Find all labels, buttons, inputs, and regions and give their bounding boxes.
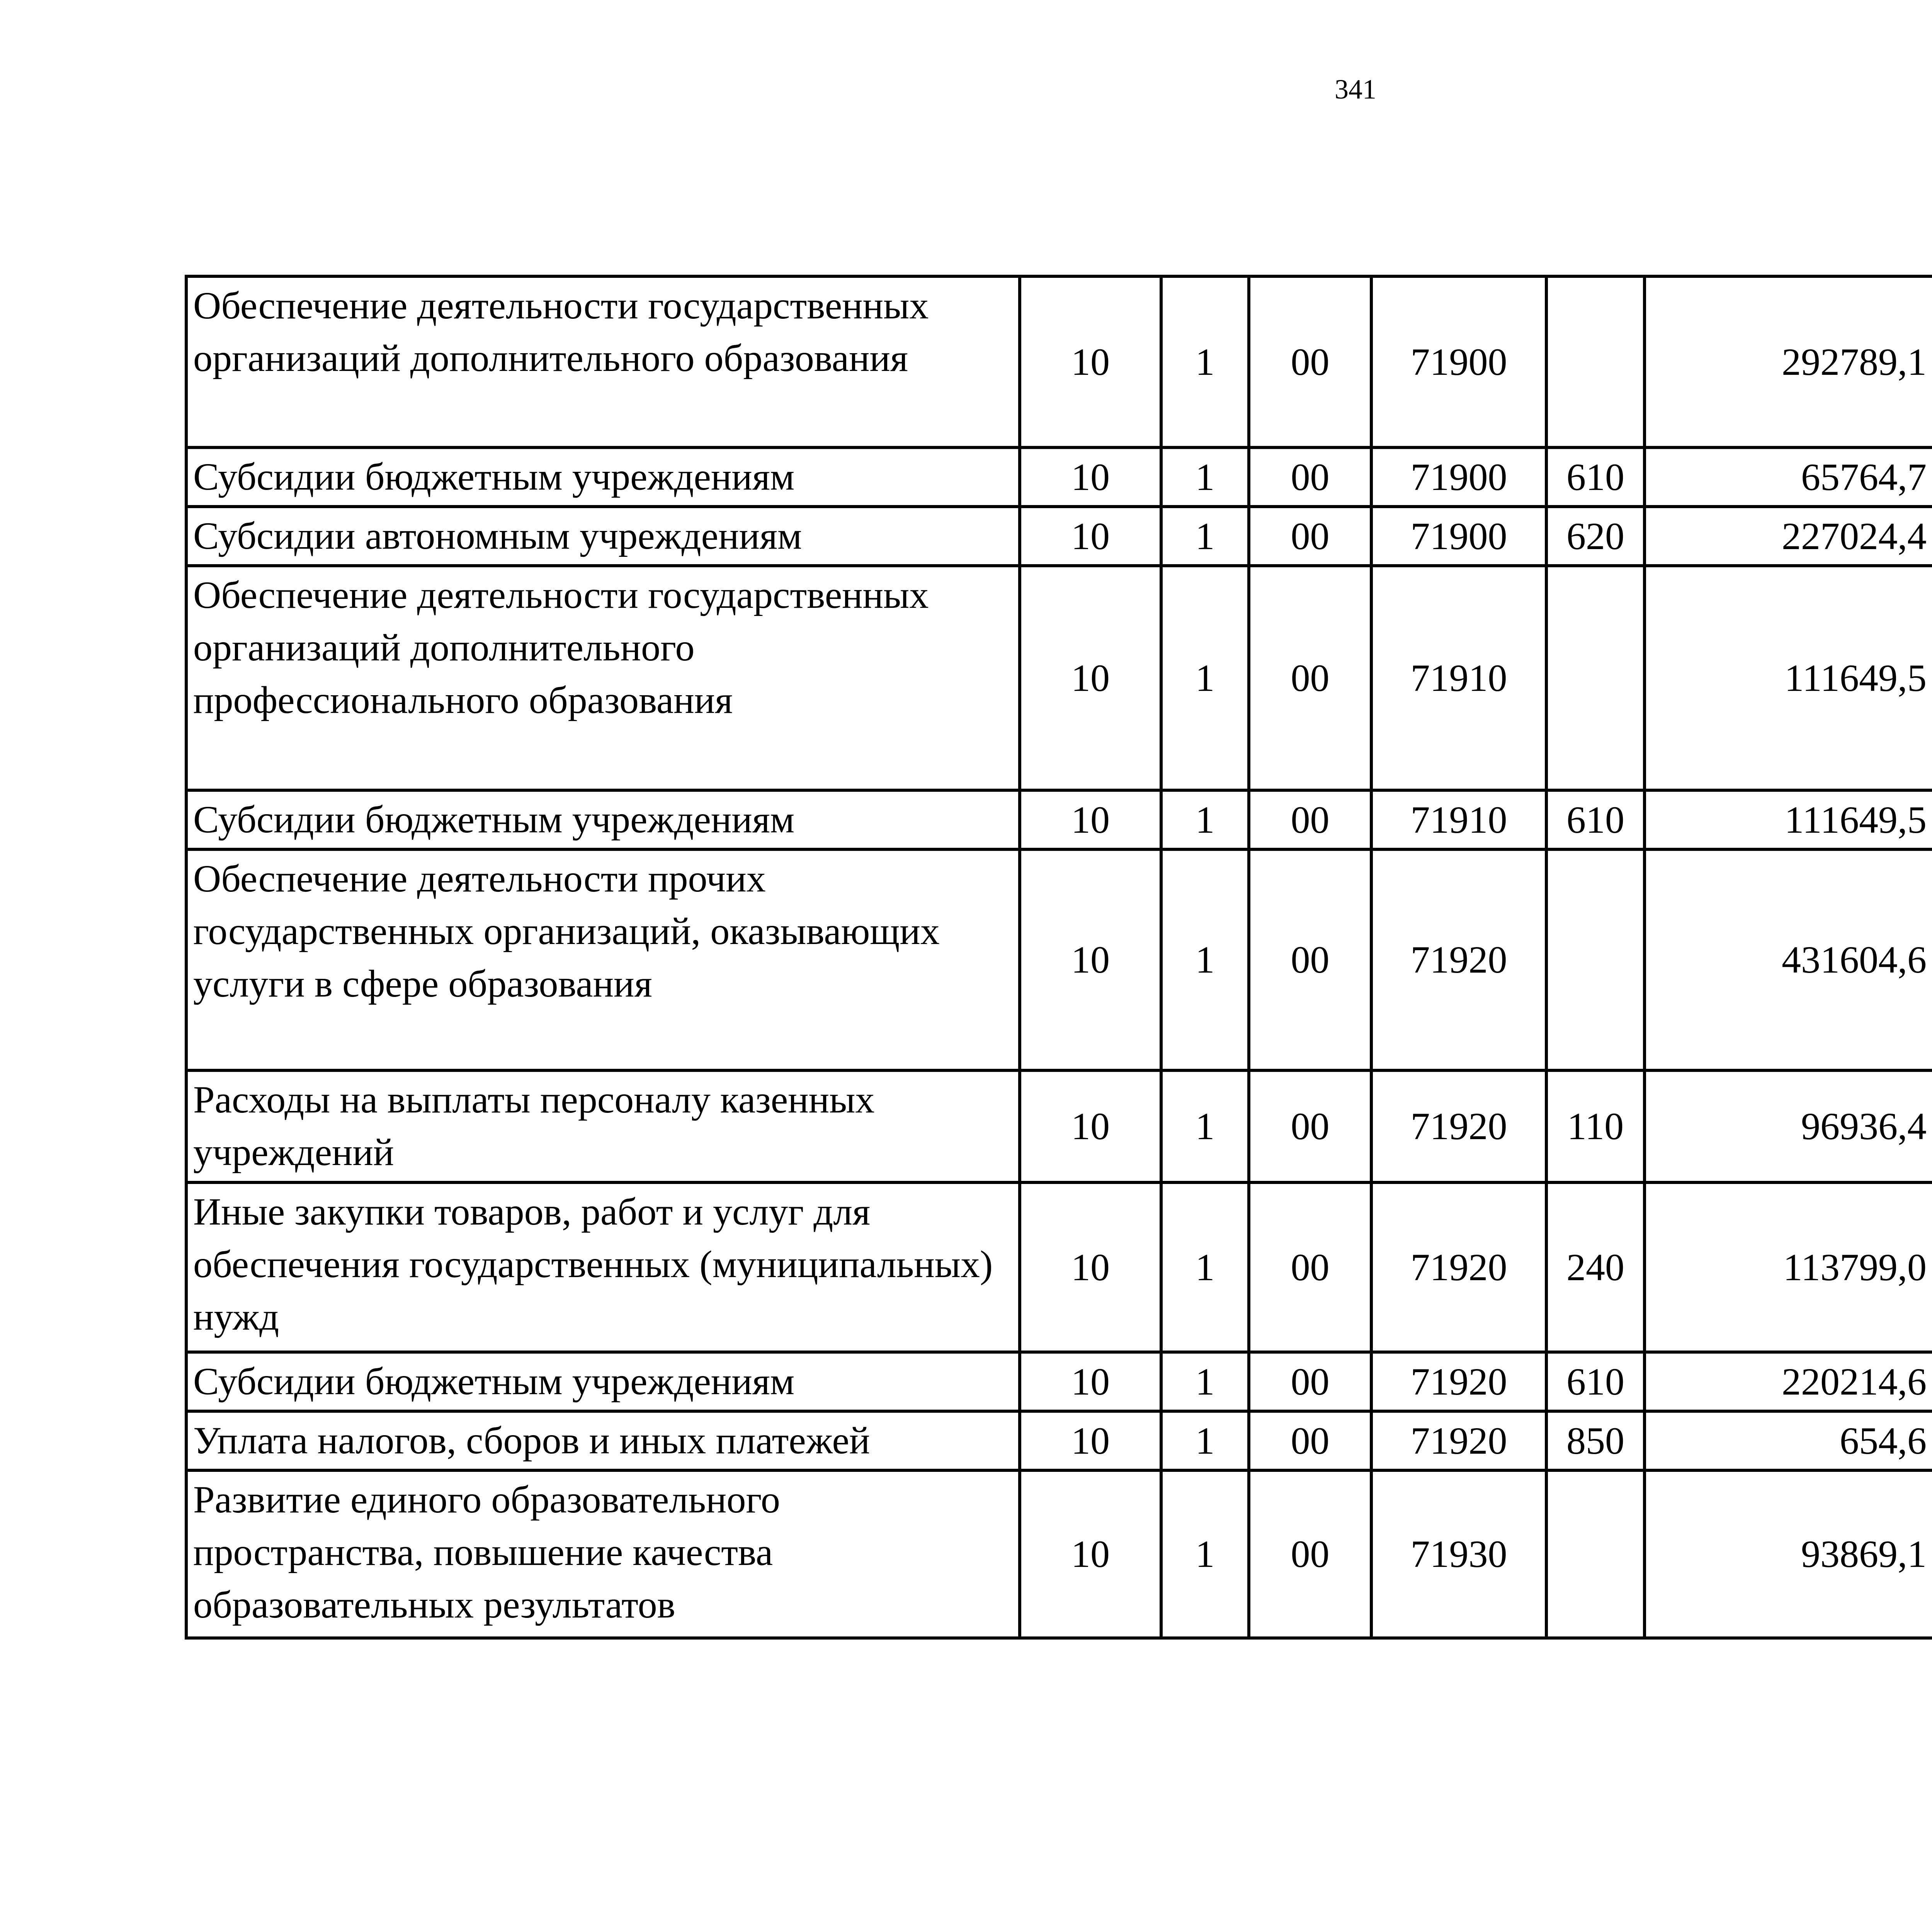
code-subsection: 1: [1161, 507, 1249, 566]
amount-1: 227024,4: [1645, 507, 1932, 566]
code-section: 10: [1020, 276, 1161, 447]
code-expense-type: [1546, 849, 1645, 1070]
code-section: 10: [1020, 566, 1161, 790]
amount-1: 220214,6: [1645, 1352, 1932, 1411]
budget-table: [185, 275, 1932, 1640]
row-name: Развитие единого образовательного пространства, повышение качества образовательных результатов: [186, 1470, 1020, 1638]
code-section: 10: [1020, 1070, 1161, 1182]
code-target: 71900: [1371, 447, 1546, 507]
amount-1: 111649,5: [1645, 790, 1932, 849]
code-target: 71920: [1371, 1352, 1546, 1411]
code-target: 71920: [1371, 1182, 1546, 1352]
table-row: [186, 1352, 1932, 1411]
code-program: 00: [1249, 1352, 1371, 1411]
amount-1: 93869,1: [1645, 1470, 1932, 1638]
row-name: Субсидии бюджетным учреждениям: [186, 447, 1020, 507]
code-expense-type: 110: [1546, 1070, 1645, 1182]
code-expense-type: 610: [1546, 790, 1645, 849]
amount-1: 111649,5: [1645, 566, 1932, 790]
code-program: 00: [1249, 566, 1371, 790]
code-section: 10: [1020, 1352, 1161, 1411]
code-section: 10: [1020, 849, 1161, 1070]
code-target: 71920: [1371, 1070, 1546, 1182]
table-row: [186, 447, 1932, 507]
code-subsection: 1: [1161, 849, 1249, 1070]
amount-1: 113799,0: [1645, 1182, 1932, 1352]
code-section: 10: [1020, 1411, 1161, 1470]
code-expense-type: 620: [1546, 507, 1645, 566]
row-name: Расходы на выплаты персоналу казенных учреждений: [186, 1070, 1020, 1182]
table-row: [186, 1470, 1932, 1638]
code-program: 00: [1249, 1470, 1371, 1638]
row-name: Уплата налогов, сборов и иных платежей: [186, 1411, 1020, 1470]
code-section: 10: [1020, 447, 1161, 507]
code-section: 10: [1020, 1182, 1161, 1352]
code-program: 00: [1249, 1070, 1371, 1182]
code-program: 00: [1249, 276, 1371, 447]
code-target: 71900: [1371, 507, 1546, 566]
code-program: 00: [1249, 790, 1371, 849]
amount-1: 96936,4: [1645, 1070, 1932, 1182]
table-row: [186, 566, 1932, 790]
code-target: 71910: [1371, 566, 1546, 790]
code-expense-type: 850: [1546, 1411, 1645, 1470]
page-number: 341: [1335, 74, 1376, 105]
row-name: Обеспечение деятельности государственных организаций дополнительного образования: [186, 276, 1020, 447]
code-program: 00: [1249, 507, 1371, 566]
row-name: Обеспечение деятельности прочих государственных организаций, оказывающих услуги в сфере образования: [186, 849, 1020, 1070]
code-program: 00: [1249, 1411, 1371, 1470]
code-target: 71920: [1371, 1411, 1546, 1470]
code-program: 00: [1249, 849, 1371, 1070]
code-target: 71920: [1371, 849, 1546, 1070]
row-name: Субсидии автономным учреждениям: [186, 507, 1020, 566]
table-row: [186, 1411, 1932, 1470]
code-subsection: 1: [1161, 1070, 1249, 1182]
code-expense-type: [1546, 276, 1645, 447]
code-subsection: 1: [1161, 790, 1249, 849]
amount-1: 65764,7: [1645, 447, 1932, 507]
code-subsection: 1: [1161, 276, 1249, 447]
code-expense-type: 610: [1546, 1352, 1645, 1411]
code-expense-type: 240: [1546, 1182, 1645, 1352]
code-program: 00: [1249, 447, 1371, 507]
table-row: [186, 507, 1932, 566]
row-name: Субсидии бюджетным учреждениям: [186, 1352, 1020, 1411]
code-target: 71910: [1371, 790, 1546, 849]
table-row: [186, 849, 1932, 1070]
code-subsection: 1: [1161, 447, 1249, 507]
code-target: 71930: [1371, 1470, 1546, 1638]
row-name: Субсидии бюджетным учреждениям: [186, 790, 1020, 849]
code-program: 00: [1249, 1182, 1371, 1352]
amount-1: 654,6: [1645, 1411, 1932, 1470]
code-section: 10: [1020, 1470, 1161, 1638]
table-row: [186, 1070, 1932, 1182]
code-expense-type: 610: [1546, 447, 1645, 507]
amount-1: 431604,6: [1645, 849, 1932, 1070]
amount-1: 292789,1: [1645, 276, 1932, 447]
code-section: 10: [1020, 507, 1161, 566]
code-subsection: 1: [1161, 1182, 1249, 1352]
code-expense-type: [1546, 566, 1645, 790]
row-name: Иные закупки товаров, работ и услуг для обеспечения государственных (муниципальных) нужд: [186, 1182, 1020, 1352]
code-subsection: 1: [1161, 566, 1249, 790]
row-name: Обеспечение деятельности государственных организаций дополнительного профессионального образования: [186, 566, 1020, 790]
code-target: 71900: [1371, 276, 1546, 447]
code-subsection: 1: [1161, 1352, 1249, 1411]
code-subsection: 1: [1161, 1411, 1249, 1470]
table-row: [186, 1182, 1932, 1352]
code-subsection: 1: [1161, 1470, 1249, 1638]
table-row: [186, 790, 1932, 849]
table-row: [186, 276, 1932, 447]
code-expense-type: [1546, 1470, 1645, 1638]
code-section: 10: [1020, 790, 1161, 849]
